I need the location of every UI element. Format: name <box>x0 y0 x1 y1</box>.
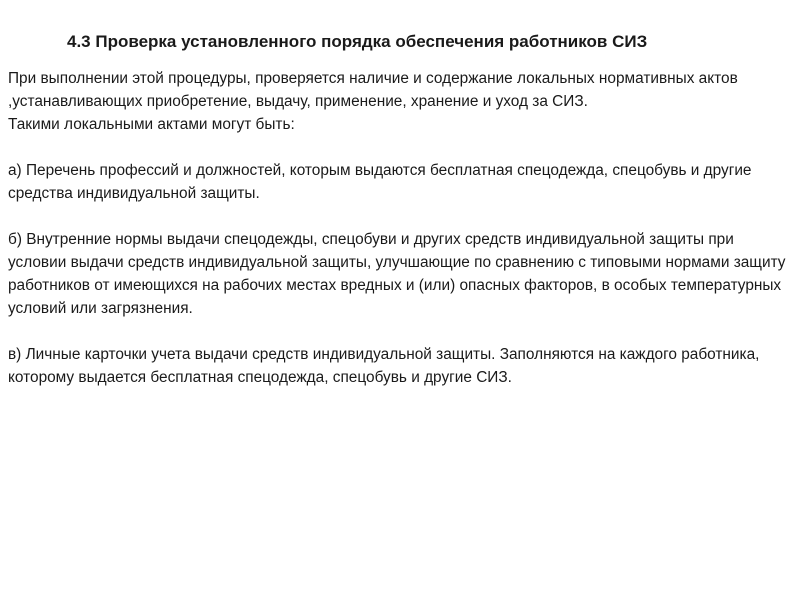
acts-lead-paragraph: Такими локальными актами могут быть: <box>8 116 295 133</box>
slide-title: 4.3 Проверка установленного порядка обеспечения работников СИЗ <box>67 32 648 51</box>
intro-paragraph: При выполнении этой процедуры, проверяется наличие и содержание локальных нормативных актов ,устанавливающих приобретение, выдачу, применение, хранение и уход за СИЗ. <box>8 70 738 110</box>
paragraph-gap <box>8 320 796 343</box>
paragraph-gap <box>8 205 796 228</box>
list-item-b: б) Внутренние нормы выдачи спецодежды, спецобуви и других средств индивидуальной защиты при условии выдачи средств индивидуальной защиты, улучшающие по сравнению с типовыми нормами защиту работников от имеющихся на рабочих местах вредных и (или) опасных факторов, в особых температурных условий или загрязнения. <box>8 231 786 317</box>
list-item-c: в) Личные карточки учета выдачи средств индивидуальной защиты. Заполняются на каждого работника, которому выдается бесплатная спецодежда, спецобувь и другие СИЗ. <box>8 346 760 386</box>
slide-body <box>8 67 796 389</box>
paragraph-gap <box>8 136 796 159</box>
list-item-a: а) Перечень профессий и должностей, которым выдаются бесплатная спецодежда, спецобувь и другие средства индивидуальной защиты. <box>8 162 752 202</box>
